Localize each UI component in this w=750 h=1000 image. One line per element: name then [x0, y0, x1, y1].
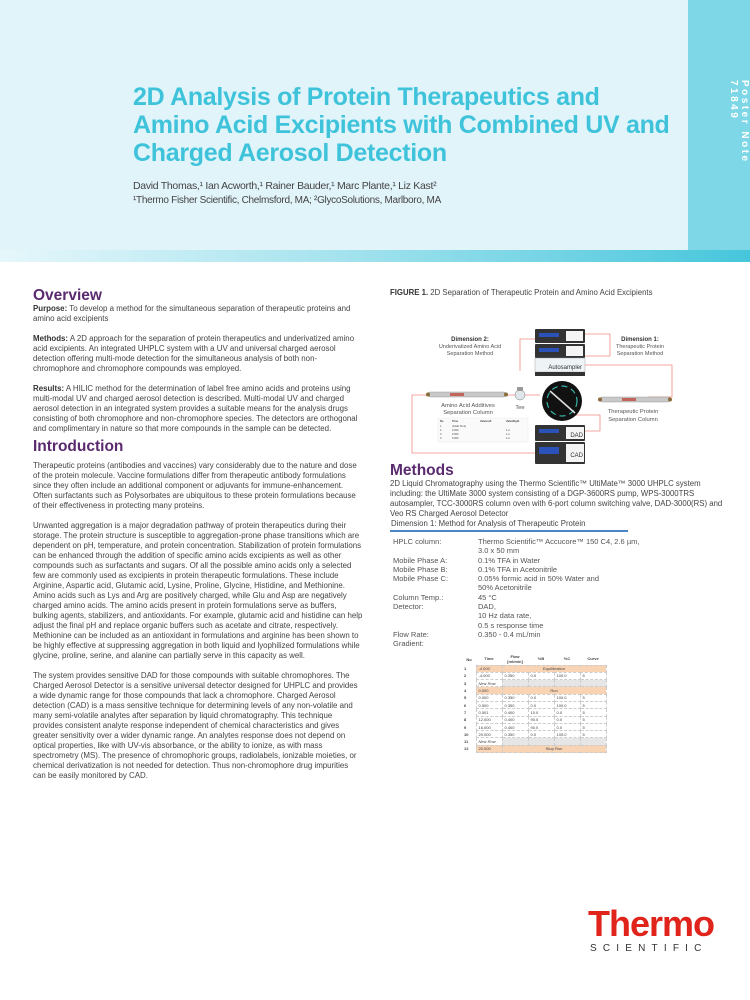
dim1-sub2: Separation Method: [616, 351, 664, 357]
param-gradient: [393, 639, 718, 648]
param-value: [478, 574, 718, 593]
cell-curve: 5: [580, 709, 606, 716]
autosampler-label: Autosampler: [548, 365, 582, 371]
dim2-sub1: Underivatized Amino Acid: [438, 344, 502, 350]
cell-flow: 0.350: [502, 694, 528, 701]
mini-th-time: Time: [452, 420, 459, 423]
param-detector: [393, 602, 718, 630]
param-column-temp: [393, 593, 718, 602]
overview-purpose: [33, 304, 363, 324]
cell-time: 0.500: [476, 701, 502, 708]
param-value: 0.1% TFA in Water: [478, 555, 541, 565]
cell-curve: 5: [580, 716, 606, 723]
col-time: Time: [484, 656, 494, 662]
gradient-row: [462, 745, 606, 752]
cell-empty: [554, 738, 580, 745]
cell-time: 0.501: [476, 709, 502, 716]
valve-timing-table: [438, 418, 528, 442]
overview-results: [33, 384, 363, 434]
gradient-row: [462, 687, 606, 694]
param-label: Detector:: [393, 602, 424, 612]
col-flow: Flow [ml/min]: [507, 653, 523, 664]
cell-c: 0.0: [554, 716, 580, 723]
cell-empty: [528, 680, 554, 687]
gradient-row: [462, 723, 606, 730]
mini-r3-right: 1-1: [506, 433, 510, 436]
cell-b: 90.0: [528, 716, 554, 723]
cell-section-label: Equilibration: [502, 665, 606, 672]
mini-r4-no: 4: [440, 437, 442, 440]
cell-time: -4.000: [476, 672, 502, 679]
gradient-row: [462, 694, 606, 701]
cell-no: 10: [464, 731, 469, 737]
cell-time: -4.000: [476, 665, 502, 672]
overview-heading: Overview: [33, 287, 102, 304]
param-value: 0.350 - 0.4 mL/min: [478, 629, 541, 639]
autosampler-stack: [535, 329, 585, 376]
param-value: [478, 602, 718, 630]
dimension-1-title: Dimension 1: Method for Analysis of Therapeutic Protein: [391, 519, 586, 528]
cell-empty: [580, 680, 606, 687]
system-diagram: [390, 301, 730, 466]
cell-flow: 0.400: [502, 716, 528, 723]
cell-no: 2: [464, 673, 467, 679]
intro-paragraph-1: Therapeutic proteins (antibodies and vaccines) vary considerably due to the nature and dose of the protein molecule. Vaccine formulations differ from therapeutic antibody formulations since they often include an additional component or adjuvants for immune-enhancement. Often surfactants such as Polysorbates are ubiquitous to these protein formulations because of their effectiveness in protecting many proteins.: [33, 461, 357, 510]
dad-label: DAD: [570, 433, 583, 439]
cell-c: 100.0: [554, 672, 580, 679]
cell-flow: 0.350: [502, 731, 528, 738]
cell-flow: 0.350: [502, 672, 528, 679]
cell-no: 7: [464, 709, 467, 715]
gradient-row: [462, 701, 606, 708]
results-text: A HILIC method for the determination of label free amino acids and proteins using multi-modal UV and charged aerosol detection is described. Multi-modal UV and charged aerosol detection in an integrated system provides a suitable means for the analysis drugs consisting of both chromophore and non-chromophore species. The detectors are orthogonal and complimentary in nature so that more compounds in the sample can be detected.: [33, 384, 358, 433]
cell-flow: 0.350: [502, 701, 528, 708]
cell-time: New Row: [476, 680, 502, 687]
cell-c: 0.0: [554, 723, 580, 730]
methods-text: 2D Liquid Chromatography using the Thermo Scientific™ UltiMate™ 3000 UHPLC system including: the UltiMate 3000 system consisting of a DGP-3600RS pump, WPS-3000TRS autosampler, TCC-3000RS column oven with 6-port column switching valve, DAD-3000(RS) and Veo RS Charged Aerosol Detector: [390, 479, 723, 518]
authors: David Thomas,¹ Ian Acworth,¹ Rainer Bauder,¹ Marc Plante,¹ Liz Kast²: [133, 180, 437, 192]
cell-time: New Row: [476, 738, 502, 745]
param-value-line: 3.0 x 50 mm: [478, 546, 520, 556]
param-mobile-phase-a: [393, 556, 718, 565]
param-label: Column Temp.:: [393, 592, 444, 602]
cell-b: 0.0: [528, 731, 554, 738]
col-no: No: [466, 656, 472, 662]
cell-b: 90.0: [528, 723, 554, 730]
cell-no: 3: [464, 680, 467, 686]
mini-r2-time: 0.000: [452, 429, 459, 432]
methods-heading: Methods: [390, 462, 454, 479]
cell-time: 0.000: [476, 694, 502, 701]
mini-th-valveleft: ValveLeft: [480, 420, 492, 423]
cell-empty: [502, 738, 528, 745]
cell-flow: 0.400: [502, 709, 528, 716]
table-rule: [390, 530, 628, 532]
mini-r4-right: 1-2: [506, 437, 510, 440]
param-label: HPLC column:: [393, 537, 442, 546]
cell-curve: 5: [580, 731, 606, 738]
poster-title: 2D Analysis of Protein Therapeutics and Amino Acid Excipients with Combined UV and Charged Aerosol Detection: [133, 83, 670, 167]
figure-caption-text: 2D Separation of Therapeutic Protein and Amino Acid Excipients: [428, 288, 653, 297]
cell-no: 4: [464, 688, 467, 694]
affiliations: ¹Thermo Fisher Scientific, Chelmsford, MA; ²GlycoSolutions, Marlboro, MA: [133, 195, 441, 206]
param-value-line: 0.05% formic acid in 50% Water and: [478, 574, 600, 584]
method-parameters: [393, 537, 718, 649]
cell-curve: 5: [580, 672, 606, 679]
mini-r3-time: 0.500: [452, 433, 459, 436]
cell-no: 8: [464, 717, 467, 723]
cell-empty: [502, 680, 528, 687]
cell-time: 20.000: [476, 745, 502, 752]
cell-section-label: Stop Run: [502, 745, 606, 752]
gradient-row: [462, 709, 606, 716]
gradient-body: [462, 665, 606, 753]
cell-time: 16.000: [476, 723, 502, 730]
cell-c: 100.0: [554, 701, 580, 708]
param-value-line: 10 Hz data rate,: [478, 611, 532, 621]
dim1-title: Dimension 1:: [621, 337, 659, 343]
mini-r2-right: 1-2: [506, 429, 510, 432]
mini-th-valveright: ValveRight: [506, 420, 520, 423]
purpose-text: To develop a method for the simultaneous separation of therapeutic proteins and amino acid excipients: [33, 304, 351, 323]
cell-no: 5: [464, 695, 467, 701]
param-mobile-phase-c: [393, 574, 718, 593]
gradient-row: [462, 665, 606, 672]
cell-empty: [554, 680, 580, 687]
cell-empty: [528, 738, 554, 745]
cell-time: 20.000: [476, 731, 502, 738]
logo-subtitle: SCIENTIFIC: [590, 943, 708, 954]
cell-section-label: Run: [502, 687, 606, 694]
gradient-header-row: [462, 653, 606, 665]
cell-no: 12: [464, 746, 469, 752]
poster-note-label: Poster Note 71849: [728, 80, 750, 164]
cell-curve: 5: [580, 694, 606, 701]
cell-b: 0.0: [528, 701, 554, 708]
six-port-valve-icon: [542, 381, 582, 421]
cell-c: 100.0: [554, 694, 580, 701]
figure-caption-label: FIGURE 1.: [390, 288, 429, 297]
cell-empty: [580, 738, 606, 745]
mini-r1-no: 1: [440, 425, 442, 428]
param-label: Mobile Phase A:: [393, 555, 448, 565]
cell-flow: 0.400: [502, 723, 528, 730]
param-label: Mobile Phase B:: [393, 564, 448, 574]
cell-b: 0.0: [528, 672, 554, 679]
results-label: Results:: [33, 384, 65, 393]
param-hplc-column: [393, 537, 718, 556]
param-value-line: Thermo Scientific™ Accucore™ 150 C4, 2.6 µm,: [478, 537, 640, 546]
amino-acid-column: [426, 392, 508, 397]
param-value: [478, 537, 718, 556]
tp-column-label-1: Therapeutic Protein: [607, 409, 659, 415]
cell-time: 12.000: [476, 716, 502, 723]
param-label: Gradient:: [393, 639, 424, 649]
intro-paragraph-3: The system provides sensitive DAD for those compounds with suitable chromophores. The Charged Aerosol Detector is a sensitive universal detector designed for UHPLC and provides a wide dynamic range for those compounds that lack a chromophore. Charged Aerosol detection (CAD) is a mass sensitive technique for determining levels of any non-volatile and many semi-volatile analytes after separation by liquid chromatography. This technique provides consistent analyte response independent of chemical characteristics and gives greater sensitivity over a wider dynamic range. An analytes response does not depend on optical properties, like with UV-vis absorbance, or the ability to ionize, as with mass spectrometry (MS). The presence of chromophoric groups, radiolabels, ionizable moieties, or chemical derivatization is not needed for detection. Thus non-chromophore drug impurities can be easily monitored by CAD.: [33, 671, 358, 780]
cell-no: 6: [464, 702, 467, 708]
col-c: %C: [563, 656, 571, 662]
methods-label: Methods:: [33, 334, 69, 343]
dim2-title: Dimension 2:: [451, 337, 489, 343]
dim2-sub2: Separation Method: [446, 351, 494, 357]
overview-methods: [33, 334, 363, 374]
tee-connector-icon: [515, 387, 525, 400]
intro-paragraph-2: Unwanted aggregation is a major degradation pathway of protein therapeutics during their storage. The protein structure is susceptible to aggregation-prone phase transitions which are dependent on pH, temperature, and protein concentration. Stabilization of protein formulations can be enhanced through the addition of specific amino acids excipients as well as other compounds such as surfactants and sugars. Of all the possible amino acids only a selected few are commonly used as excipients in protein therapeutic formulations. These include Arginine, Aspartic acid, Glutamic acid, Lysine, Proline, Glycine, Histidine, and Methionine. Amino acids such as Lys and Arg are positively charged, while Glu and Asp are negatively charged amino acids. The amino acids present in protein formulations serve as buffers, bulking agents, stabilizers, and antioxidants. For example, glutamic acid and histidine can help adjust the final pH and replace organic buffers such as acetate and citrate, respectively. Methionine can be included as an antioxidant in formulations and arginine has been shown to be highly effective at suppressing aggregation in both liquid and lyophilized formulations while glycine, proline, serine, and alanine can partially serve in this capacity as well.: [33, 521, 363, 660]
logo-brand: Thermo: [588, 903, 715, 944]
cell-c: 100.0: [554, 731, 580, 738]
param-flow-rate: [393, 630, 718, 639]
param-mobile-phase-b: [393, 565, 718, 574]
introduction-heading: Introduction: [33, 438, 124, 455]
system-diagram-svg: [390, 301, 730, 466]
cell-no: 1: [464, 666, 467, 672]
cell-b: 0.0: [528, 694, 554, 701]
cell-c: 0.0: [554, 709, 580, 716]
cell-b: 10.0: [528, 709, 554, 716]
mini-th-no: No: [440, 420, 444, 423]
aa-column-label-2: Separation Column: [443, 410, 493, 416]
col-b: %B: [537, 656, 545, 662]
methods-text: A 2D approach for the separation of protein therapeutics and underivatized amino acid excipients. An integrated UHPLC system with a UV and universal charged aerosol detection offering multi-mode detection for the simultaneous analysis of both non-chromophore and chromophore compounds was employed.: [33, 334, 355, 373]
purpose-label: Purpose:: [33, 304, 68, 313]
param-value-line: 0.5 s response time: [478, 620, 544, 630]
mini-r2-no: 2: [440, 429, 442, 432]
cell-curve: 5: [580, 701, 606, 708]
therapeutic-protein-column: [598, 397, 672, 402]
param-label: Flow Rate:: [393, 629, 429, 639]
mini-r3-no: 3: [440, 433, 442, 436]
col-curve: Curve: [587, 656, 599, 662]
gradient-table: [462, 653, 607, 753]
gradient-row: [462, 672, 606, 679]
param-label: Mobile Phase C:: [393, 574, 449, 584]
aa-column-label-1: Amino Acid Additives: [441, 403, 495, 409]
cad-label: CAD: [570, 453, 583, 459]
cell-curve: 5: [580, 723, 606, 730]
param-value-line: DAD,: [478, 602, 496, 612]
cell-time: 0.000: [476, 687, 502, 694]
cell-no: 9: [464, 724, 467, 730]
cell-no: 11: [464, 739, 469, 745]
thermo-scientific-logo: [588, 903, 715, 954]
gradient-row: [462, 738, 606, 745]
tp-column-label-2: Separation Column: [608, 417, 658, 423]
mini-r4-time: 5.000: [452, 437, 459, 440]
gradient-row: [462, 680, 606, 687]
gradient-divider: [0, 250, 750, 262]
param-value: 45 °C: [478, 592, 497, 602]
dim1-sub1: Therapeutic Protein: [616, 344, 664, 350]
left-column: [33, 287, 363, 791]
mini-r1-time: (Initial Time): [452, 425, 467, 428]
param-value: 0.1% TFA in Acetonitrile: [478, 564, 558, 574]
gradient-row: [462, 731, 606, 738]
tee-label: Tee: [515, 405, 525, 411]
figure-caption: [390, 288, 730, 297]
param-value-line: 50% Acetonitrile: [478, 583, 532, 593]
gradient-row: [462, 716, 606, 723]
figure-1: [390, 288, 730, 466]
